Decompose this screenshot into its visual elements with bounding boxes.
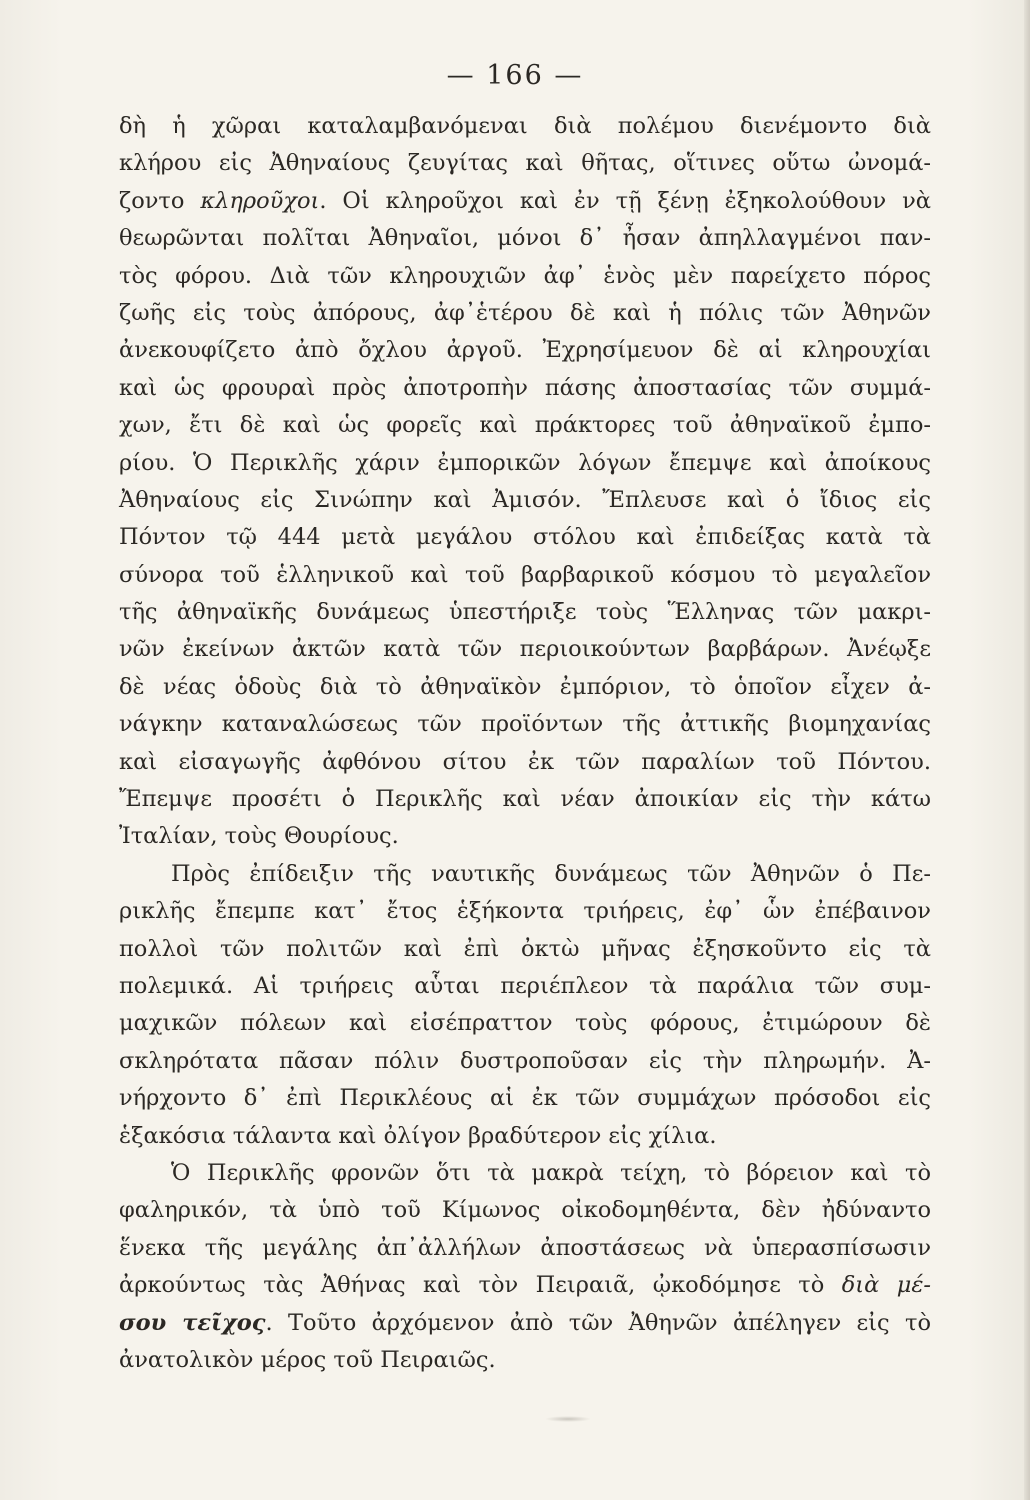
text-line: ζωῆς εἰς τοὺς ἀπόρους, ἀφ᾽ἑτέρου δὲ καὶ ἡ πόλις τῶν Ἀθηνῶν: [119, 299, 931, 326]
text-line: Ὁ Περικλῆς φρονῶν ὅτι τὰ μακρὰ τείχη, τὸ βόρειον καὶ τὸ: [171, 1159, 931, 1186]
paragraph: [119, 856, 931, 1155]
text-line: σκληρότατα πᾶσαν πόλιν δυστροποῦσαν εἰς τὴν πληρωμήν. Ἀ-: [119, 1047, 931, 1074]
text-line: δὲ νέας ὁδοὺς διὰ τὸ ἀθηναϊκὸν ἐμπόριον, τὸ ὁποῖον εἶχεν ἀ-: [119, 673, 931, 700]
text-line: ἀνατολικὸν μέρος τοῦ Πειραιῶς.: [119, 1346, 496, 1373]
text-line: Πόντον τῷ 444 μετὰ μεγάλου στόλου καὶ ἐπιδείξας κατὰ τὰ: [119, 524, 931, 551]
ink-smudge: [545, 1416, 591, 1422]
text-line: κλήρου εἰς Ἀθηναίους ζευγίτας καὶ θῆτας, οἵτινες οὕτω ὠνομά-: [119, 150, 931, 177]
text-line: δὴ ἡ χῶραι καταλαμβανόμεναι διὰ πολέμου διενέμοντο διὰ: [119, 113, 931, 139]
page-edge: [1024, 0, 1030, 1500]
text-line: ἑξακόσια τάλαντα καὶ ὀλίγον βραδύτερον εἰς χίλια.: [119, 1122, 717, 1149]
text-line: νῶν ἐκείνων ἀκτῶν κατὰ τῶν περιοικούντων βαρβάρων. Ἀνέῳξε: [119, 636, 931, 663]
text-line: Ἰταλίαν, τοὺς Θουρίους.: [119, 823, 399, 850]
text-line: νάγκην καταναλώσεως τῶν προϊόντων τῆς ἀττικῆς βιομηχανίας: [119, 711, 931, 738]
text-line: πολεμικά. Αἱ τριήρεις αὗται περιέπλεον τὰ παράλια τῶν συμ-: [119, 972, 931, 999]
paragraph: [119, 108, 931, 856]
text-line: ἕνεκα τῆς μεγάλης ἀπ᾽ἀλλήλων ἀποστάσεως νὰ ὑπερασπίσωσιν: [119, 1234, 931, 1261]
paragraph: [119, 1155, 931, 1379]
text-line: ζοντο κληροῦχοι. Οἱ κληροῦχοι καὶ ἐν τῇ ξένῃ ἐξηκολούθουν νὰ: [119, 187, 931, 214]
text-line: σου τεῖχος. Τοῦτο ἀρχόμενον ἀπὸ τῶν Ἀθηνῶν ἀπέληγεν εἰς τὸ: [119, 1309, 931, 1336]
text-line: ἀρκούντως τὰς Ἀθήνας καὶ τὸν Πειραιᾶ, ᾠκοδόμησε τὸ διὰ μέ-: [119, 1272, 931, 1299]
body-text: [119, 108, 931, 1379]
text-line: ρίου. Ὁ Περικλῆς χάριν ἐμπορικῶν λόγων ἔπεμψε καὶ ἀποίκους: [119, 449, 931, 476]
text-line: Πρὸς ἐπίδειξιν τῆς ναυτικῆς δυνάμεως τῶν Ἀθηνῶν ὁ Πε-: [171, 860, 931, 887]
text-line: Ἀθηναίους εἰς Σινώπην καὶ Ἀμισόν. Ἔπλευσε καὶ ὁ ἴδιος εἰς: [119, 486, 931, 513]
text-line: νήρχοντο δ᾽ ἐπὶ Περικλέους αἱ ἐκ τῶν συμμάχων πρόσοδοι εἰς: [119, 1085, 931, 1112]
text-line: μαχικῶν πόλεων καὶ εἰσέπραττον τοὺς φόρους, ἐτιμώρουν δὲ: [119, 1010, 931, 1037]
text-line: καὶ ὡς φρουραὶ πρὸς ἀποτροπὴν πάσης ἀποστασίας τῶν συμμά-: [119, 374, 931, 401]
text-line: τὸς φόρου. Διὰ τῶν κληρουχιῶν ἀφ᾽ ἑνὸς μὲν παρείχετο πόρος: [119, 262, 931, 289]
text-line: φαληρικόν, τὰ ὑπὸ τοῦ Κίμωνος οἰκοδομηθέντα, δὲν ἠδύναντο: [119, 1197, 931, 1224]
text-line: χων, ἔτι δὲ καὶ ὡς φορεῖς καὶ πράκτορες τοῦ ἀθηναϊκοῦ ἐμπο-: [119, 412, 931, 439]
text-line: πολλοὶ τῶν πολιτῶν καὶ ἐπὶ ὀκτὼ μῆνας ἐξησκοῦντο εἰς τὰ: [119, 935, 931, 962]
text-line: ρικλῆς ἔπεμπε κατ᾽ ἔτος ἑξήκοντα τριήρεις, ἐφ᾽ ὧν ἐπέβαινον: [119, 898, 931, 925]
text-line: θεωρῶνται πολῖται Ἀθηναῖοι, μόνοι δ᾽ ἦσαν ἀπηλλαγμένοι παν-: [119, 225, 931, 252]
text-line: τῆς ἀθηναϊκῆς δυνάμεως ὑπεστήριξε τοὺς Ἕλληνας τῶν μακρι-: [119, 599, 931, 626]
text-line: σύνορα τοῦ ἑλληνικοῦ καὶ τοῦ βαρβαρικοῦ κόσμου τὸ μεγαλεῖον: [119, 561, 931, 588]
text-line: καὶ εἰσαγωγῆς ἀφθόνου σίτου ἐκ τῶν παραλίων τοῦ Πόντου.: [119, 748, 931, 775]
text-line: Ἔπεμψε προσέτι ὁ Περικλῆς καὶ νέαν ἀποικίαν εἰς τὴν κάτω: [119, 786, 931, 813]
page-number: — 166 —: [446, 60, 584, 91]
text-line: ἀνεκουφίζετο ἀπὸ ὄχλου ἀργοῦ. Ἐχρησίμευον δὲ αἱ κληρουχίαι: [119, 337, 931, 364]
